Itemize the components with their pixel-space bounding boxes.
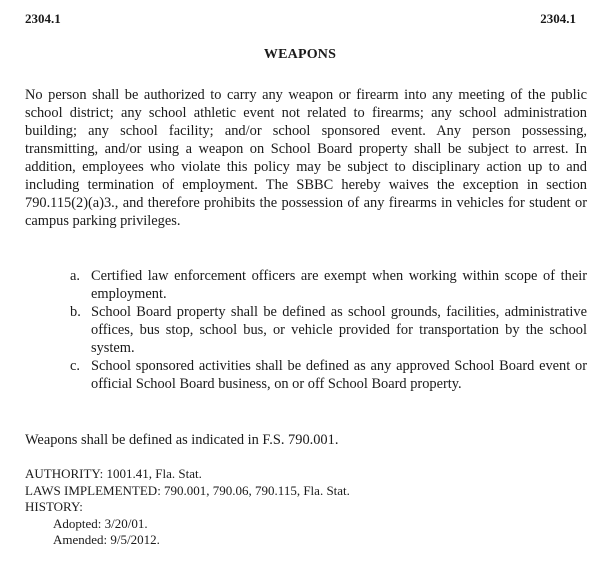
weapons-definition: Weapons shall be defined as indicated in F.S. 790.001. xyxy=(25,432,339,448)
list-item-text: Certified law enforcement officers are exempt when working within scope of their employment. xyxy=(91,268,587,302)
list-item xyxy=(70,357,587,393)
list-item-marker: c. xyxy=(70,358,80,374)
list-item xyxy=(70,303,587,357)
list-item-marker: a. xyxy=(70,268,80,284)
amended-date: Amended: 9/5/2012. xyxy=(53,532,160,547)
adopted-date: Adopted: 3/20/01. xyxy=(53,515,148,531)
policy-footer xyxy=(25,466,350,549)
laws-implemented-line: LAWS IMPLEMENTED: 790.001, 790.06, 790.115, Fla. Stat. xyxy=(25,482,350,498)
policy-paragraph: No person shall be authorized to carry any weapon or firearm into any meeting of the public school district; any school athletic event not related to firearms; any school administration building; any school facility; and/or school sponsored event. Any person possessing, transmitting, and/or using a weapon on School Board property shall be subject to arrest. In addition, employees who violate this policy may be subject to disciplinary action up to and including termination of employment. The SBBC hereby waives the exception in section 790.115(2)(a)3., and therefore prohibits the possession of any firearms in vehicles for student or campus parking privileges. xyxy=(25,87,587,229)
list-item xyxy=(70,267,587,303)
history-label: HISTORY: xyxy=(25,499,83,514)
policy-code-right: 2304.1 xyxy=(540,11,576,26)
authority-line: AUTHORITY: 1001.41, Fla. Stat. xyxy=(25,466,202,481)
page-title: WEAPONS xyxy=(263,47,337,62)
policy-list xyxy=(70,267,587,393)
policy-code-left: 2304.1 xyxy=(25,11,61,26)
list-item-text: School Board property shall be defined as school grounds, facilities, administrative offices, bus stop, school bus, or vehicle provided for transportation by the school system. xyxy=(91,304,587,356)
list-item-text: School sponsored activities shall be defined as any approved School Board event or official School Board business, on or off School Board property. xyxy=(91,358,587,392)
list-item-marker: b. xyxy=(70,304,81,320)
